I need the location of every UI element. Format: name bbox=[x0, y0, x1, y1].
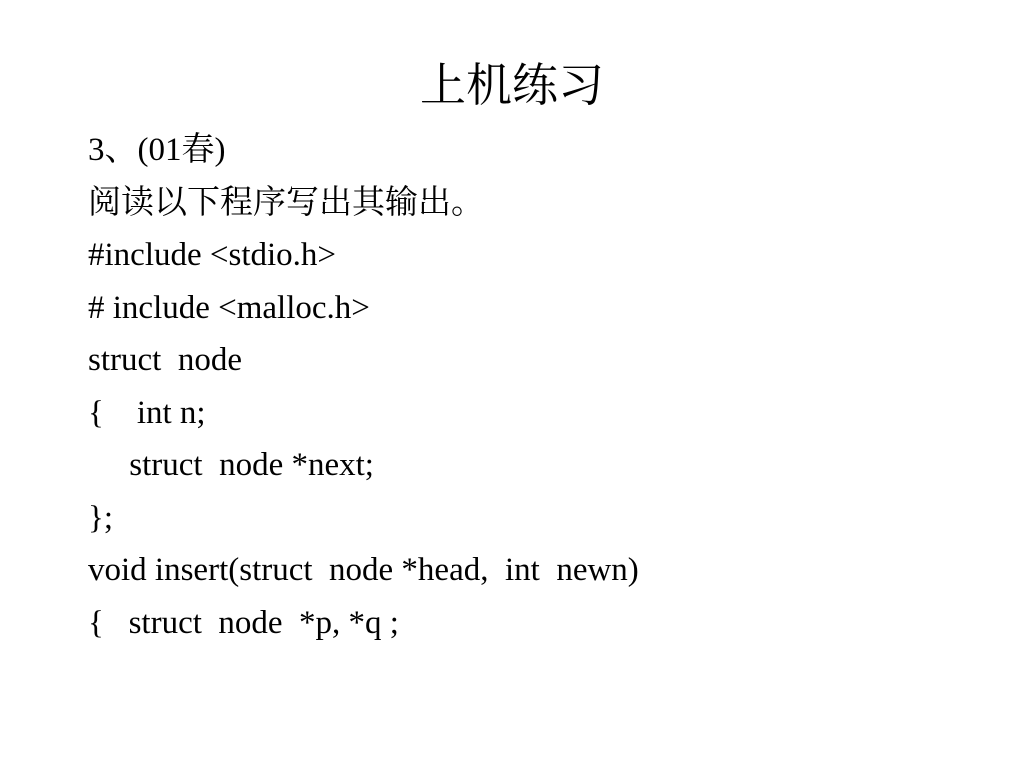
code-line: #include <stdio.h> bbox=[88, 237, 337, 273]
problem-number: 3、(01春) bbox=[88, 132, 226, 168]
slide-title: 上机练习 bbox=[420, 58, 604, 112]
code-line: struct node bbox=[88, 342, 242, 378]
code-line: { int n; bbox=[88, 394, 206, 431]
code-line: void insert(struct node *head, int newn) bbox=[88, 552, 639, 588]
code-line: struct node *next; bbox=[88, 447, 374, 483]
code-line: { struct node *p, *q ; bbox=[88, 604, 399, 641]
code-line: # include <malloc.h> bbox=[88, 289, 370, 326]
instruction-text: 阅读以下程序写出其输出。 bbox=[88, 184, 484, 221]
code-line: }; bbox=[88, 499, 114, 536]
slide-body bbox=[88, 124, 988, 649]
